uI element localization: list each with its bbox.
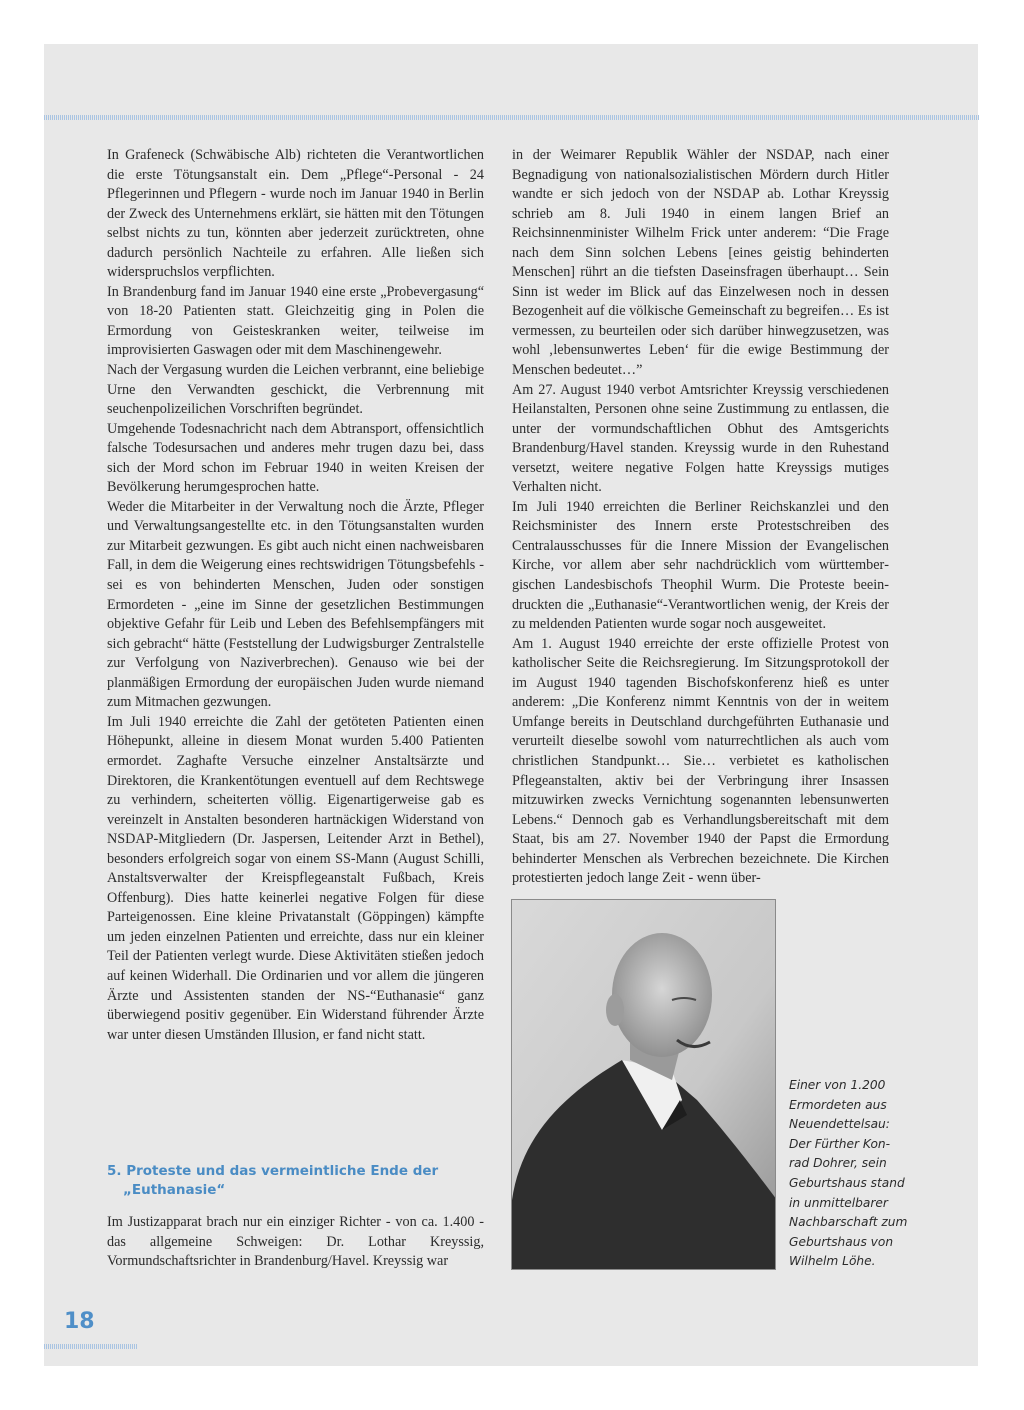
paragraph: Weder die Mitarbeiter in der Verwaltung noch die Ärzte, Pfleger und Verwaltungsangestellte etc. in den Tötungsanstalten wurden zur Mitarbeit gezwungen. Es gibt auch nicht einen nachweisbaren Fall, in dem die Weigerung eines rechtswidrigen Tötungsbefehls - sei es von behinderten Menschen, Juden oder sonstigen Ermordeten - „eine im Sinne der gesetzlichen Bestimmungen objektive Gefahr für Leib und Leben des Befehlsempfängers mit sich gebracht“ hätte (Feststellung der Ludwigsburger Zentralstelle zur Verfolgung von Naziverbrechen). Genauso wie bei der planmäßigen Ermordung der europäischen Juden wurde niemand zum Mitmachen gezwungen. [107,498,484,711]
paragraph: Nach der Vergasung wurden die Leichen verbrannt, eine beliebige Urne den Verwandten geschickt, die Verbrennung mit seuchenpolizeilichen Vorschriften begründet. [107,362,484,418]
paragraph: In Grafeneck (Schwäbische Alb) richteten die Verantwortlichen die erste Tötungsanstalt ein. Dem „Pflege“-Personal - 24 Pflegerinnen und Pflegern - wurde noch im Januar 1940 in Berlin der Zweck des Unternehmens erklärt, sie hätten mit den Tötungen selbst nichts zu tun, könnten aber jederzeit zurücktreten, ohne dadurch persönlich Nachteile zu erfahren. Alle ließen sich widerspruchslos verpflichten. [107,147,484,281]
paragraph: Im Juli 1940 erreichten die Berliner Reichskanzlei und den Reichsminister des Innern erste Protestschreiben des Centralausschusses für die Innere Mission der Evangelischen Kirche, vor allem aber sehr nachdrücklich vom württembergischen Landesbischofs Theophil Wurm. Die Proteste beeindruckten die „Euthanasie“-Verantwortlichen wenig, der Kreis der zu meldenden Patienten wurde sogar noch ausgeweitet. [512,498,889,633]
caption-line: Nachbarschaft zum [789,1215,908,1230]
page-number: 18 [64,1309,95,1334]
section-heading [107,1162,484,1200]
caption-line: Einer von 1.200 [789,1078,886,1092]
paragraph: Am 27. August 1940 verbot Amtsrichter Kreyssig verschiedenen Heilanstalten, Personen ohne seine Zustimmung zu entlassen, die unter der vormundschaftlichen Obhut des Amtsgerichts Brandenburg/Havel standen. Kreyssig wurde in den Ruhestand versetzt, weitere negative Folgen hatte Kreyssigs mutiges Verhalten nicht. [512,381,889,496]
section-heading-line1: 5. Proteste und das vermeintliche Ende der [107,1163,439,1179]
photo-caption [789,1076,929,1272]
paragraph: Am 1. August 1940 erreichte der erste offizielle Protest von katholischer Seite die Reichsregierung. Im Sitzungsprotokoll der im August 1940 tagenden Bischofskonferenz hieß es unter anderem: „Die Konferenz nimmt Kenntnis von der in weitem Umfange bereits in Deutschland durchgeführten Euthanasie und verurteilt dieselbe sowohl vom naturrechtlichen als auch vom christlichen Standpunkt… Sie… verbietet es katholischen Pflegeanstalten, aktiv bei der Verbringung ihrer Insassen mitzuwirken zwecks Vernichtung sogenannten lebensunwerten Lebens.“ Dennoch gab es Verhandlungsbereitschaft mit dem Staat, bis am 27. November 1940 der Papst die Ermordung behinderter Menschen als Verbrechen bezeichnete. Die Kirchen protestierten jedoch lange Zeit - wenn über- [512,635,889,887]
paragraph: in der Weimarer Republik Wähler der NSDAP, nach einer Begnadigung von nationalsozialistischen Mördern durch Hitler wandte er sich jedoch von der NSDAP ab. Lothar Kreyssig schrieb am 8. Juli 1940 in einem langen Brief an Reichsinnenminister Wilhelm Frick unter anderem: “Die Frage nach dem Sinn solchen Lebens [eines geistig behinderten Menschen] rührt an die tiefsten Daseinsfragen überhaupt… Sein Sinn ist weder im Blick auf das Einzelwesen noch in dessen Bezogenheit auf die völkische Gemeinschaft zu begreifen… Es ist vermessen, zu beurteilen oder sich darüber hinwegzusetzen, was wohl ‚lebensunwertes Leben‘ für die ewige Bestimmung der Menschen bedeutet…” [512,147,889,379]
paragraph: In Brandenburg fand im Januar 1940 eine erste „Probevergasung“ von 18-20 Patienten statt. Gleichzeitig ging in Polen die Ermordung von Geisteskranken weiter, teilweise im improvisierten Gaswagen oder mit dem Maschinengewehr. [107,283,484,359]
left-column [107,146,484,1045]
portrait-image [512,900,776,1270]
caption-line: Ermordeten aus [789,1097,887,1112]
caption-line: Geburtshaus stand [789,1175,905,1190]
bottom-dashed-rule [44,1344,138,1349]
top-dashed-rule [44,115,980,120]
paragraph: Umgehende Todesnachricht nach dem Abtransport, offensichtlich falsche Todesursachen und anderes mehr trugen dazu bei, dass sich der Mord schon im Februar 1940 in weiten Kreisen der Bevölkerung herumgesprochen hatte. [107,420,484,496]
caption-line: Geburtshaus von [789,1234,894,1249]
caption-line: Wilhelm Löhe. [789,1254,876,1269]
paragraph: Im Juli 1940 erreichte die Zahl der getöteten Patienten einen Höhepunkt, alleine in diesem Monat wurden 5.400 Patienten ermordet. Zaghafte Versuche einzelner Anstaltsärzte und Direktoren, die Krankentötungen eventuell auf dem Rechtswege zu verhindern, scheiterten völlig. Eigenartigerweise gab es vereinzelt in Anstalten besonderen hartnäckigen Widerstand von NSDAP-Mitgliedern (Dr. Jaspersen, Leitender Arzt in Bethel), besonders erfolgreich sogar von einem SS-Mann (August Schilli, Anstaltsverwalter der Kreispflegeanstalt Fußbach, Kreis Offenburg). Dies hatte keinerlei negative Folgen für diese Parteigenossen. Eine kleine Privatanstalt (Göppingen) kämpfte um jeden einzelnen Patienten und erreichte, dass nur ein kleiner Teil der Patienten verlegt wurde. Diese Aktivitäten stießen jedoch auf keinen Widerhall. Die Ordinarien und vor allem die jüngeren Ärzte und Assistenten standen der NS-“Euthanasie“ ganz überwiegend positiv gegenüber. Ein Widerstand führender Ärzte war unter diesen Umständen Illusion, er fand nicht statt. [107,713,484,1043]
portrait-photo [511,899,776,1270]
caption-line: rad Dohrer, sein [789,1156,887,1171]
section-intro [107,1213,484,1272]
caption-line: Neuendettelsau: [789,1117,890,1132]
caption-line: in unmittelbarer [789,1195,888,1210]
caption-line: Der Fürther Kon- [789,1136,891,1151]
section-heading-line2: „Euthanasie“ [123,1182,226,1198]
right-column [512,146,889,889]
paragraph: Im Justizapparat brach nur ein einziger Richter - von ca. 1.400 - das allgemeine Schweigen: Dr. Lothar Kreyssig, Vormundschaftsrichter in Brandenburg/Havel. Kreyssig war [107,1214,484,1270]
